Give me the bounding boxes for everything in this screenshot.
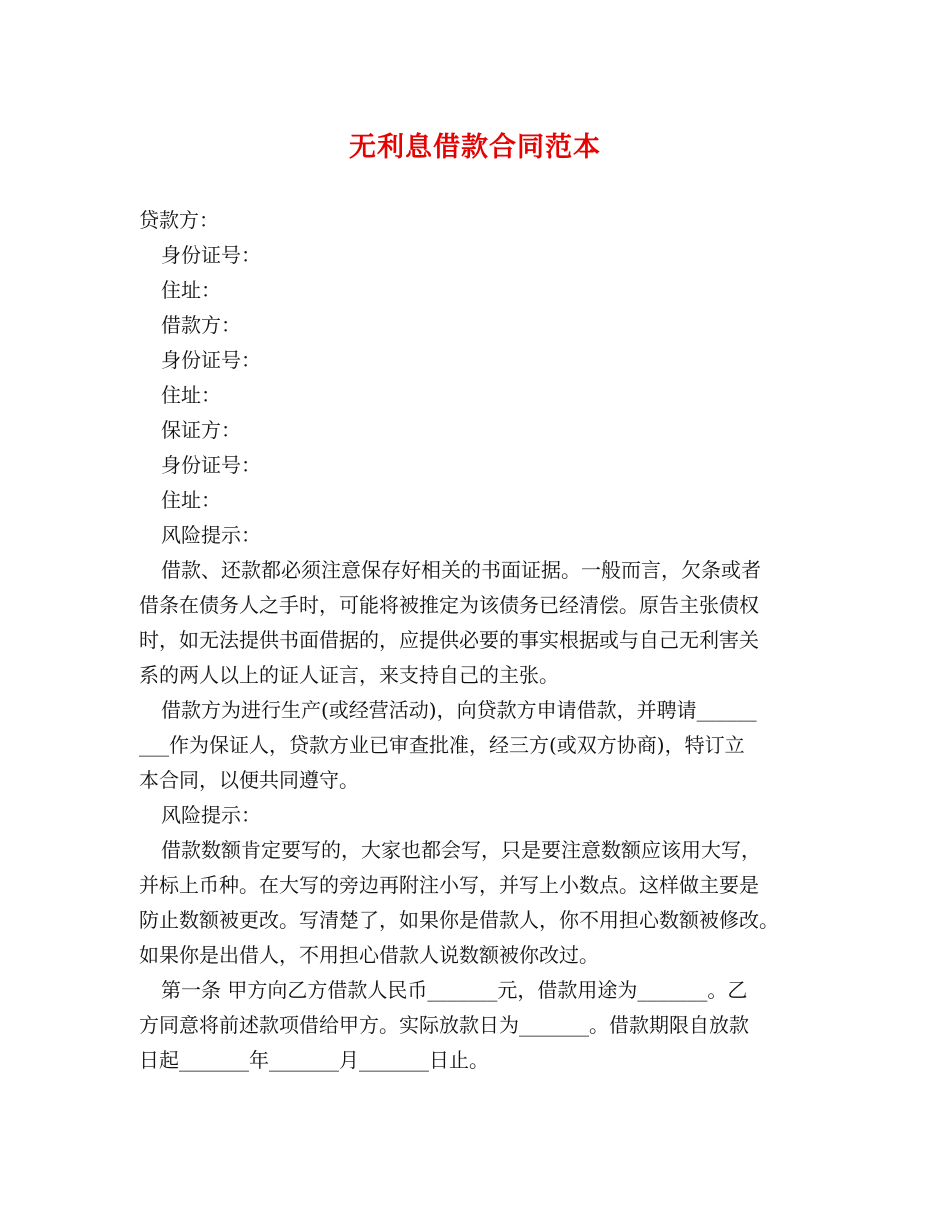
risk-tip-heading: 风险提示： xyxy=(161,803,261,827)
borrower-label: 借款方： xyxy=(161,313,241,337)
lender-id-label: 身份证号： xyxy=(161,243,261,267)
risk-tip-heading: 风险提示： xyxy=(161,523,261,547)
lender-label: 贷款方： xyxy=(139,208,219,232)
paragraph-line: 借款、还款都必须注意保存好相关的书面证据。一般而言，欠条或者 xyxy=(161,558,761,582)
paragraph-line: 如果你是出借人，不用担心借款人说数额被你改过。 xyxy=(139,943,599,967)
article-one-line: 日起_______年_______月_______日止。 xyxy=(139,1048,489,1072)
document-title: 无利息借款合同范本 xyxy=(349,132,601,163)
guarantor-label: 保证方： xyxy=(161,418,241,442)
document-body xyxy=(139,203,829,1078)
article-one-line: 方同意将前述款项借给甲方。实际放款日为_______。借款期限自放款 xyxy=(139,1013,749,1037)
paragraph-line: 并标上币种。在大写的旁边再附注小写，并写上小数点。这样做主要是 xyxy=(139,873,759,897)
paragraph-line: 借条在债务人之手时，可能将被推定为该债务已经清偿。原告主张债权 xyxy=(139,593,759,617)
paragraph-line: 借款数额肯定要写的，大家也都会写，只是要注意数额应该用大写， xyxy=(161,838,761,862)
paragraph-line: 防止数额被更改。写清楚了，如果你是借款人，你不用担心数额被修改。 xyxy=(139,908,779,932)
lender-address-label: 住址： xyxy=(161,278,221,302)
guarantor-address-label: 住址： xyxy=(161,488,221,512)
borrower-id-label: 身份证号： xyxy=(161,348,261,372)
paragraph-line: 本合同，以便共同遵守。 xyxy=(139,768,359,792)
paragraph-line: ___作为保证人，贷款方业已审查批准，经三方(或双方协商)，特订立 xyxy=(139,733,745,757)
paragraph-line: 时，如无法提供书面借据的，应提供必要的事实根据或与自己无利害关 xyxy=(139,628,759,652)
article-one-line: 第一条 甲方向乙方借款人民币_______元，借款用途为_______。乙 xyxy=(161,978,748,1002)
paragraph-line: 系的两人以上的证人证言，来支持自己的主张。 xyxy=(139,663,559,687)
paragraph-line: 借款方为进行生产(或经营活动)，向贷款方申请借款，并聘请______ xyxy=(161,698,757,722)
guarantor-id-label: 身份证号： xyxy=(161,453,261,477)
borrower-address-label: 住址： xyxy=(161,383,221,407)
